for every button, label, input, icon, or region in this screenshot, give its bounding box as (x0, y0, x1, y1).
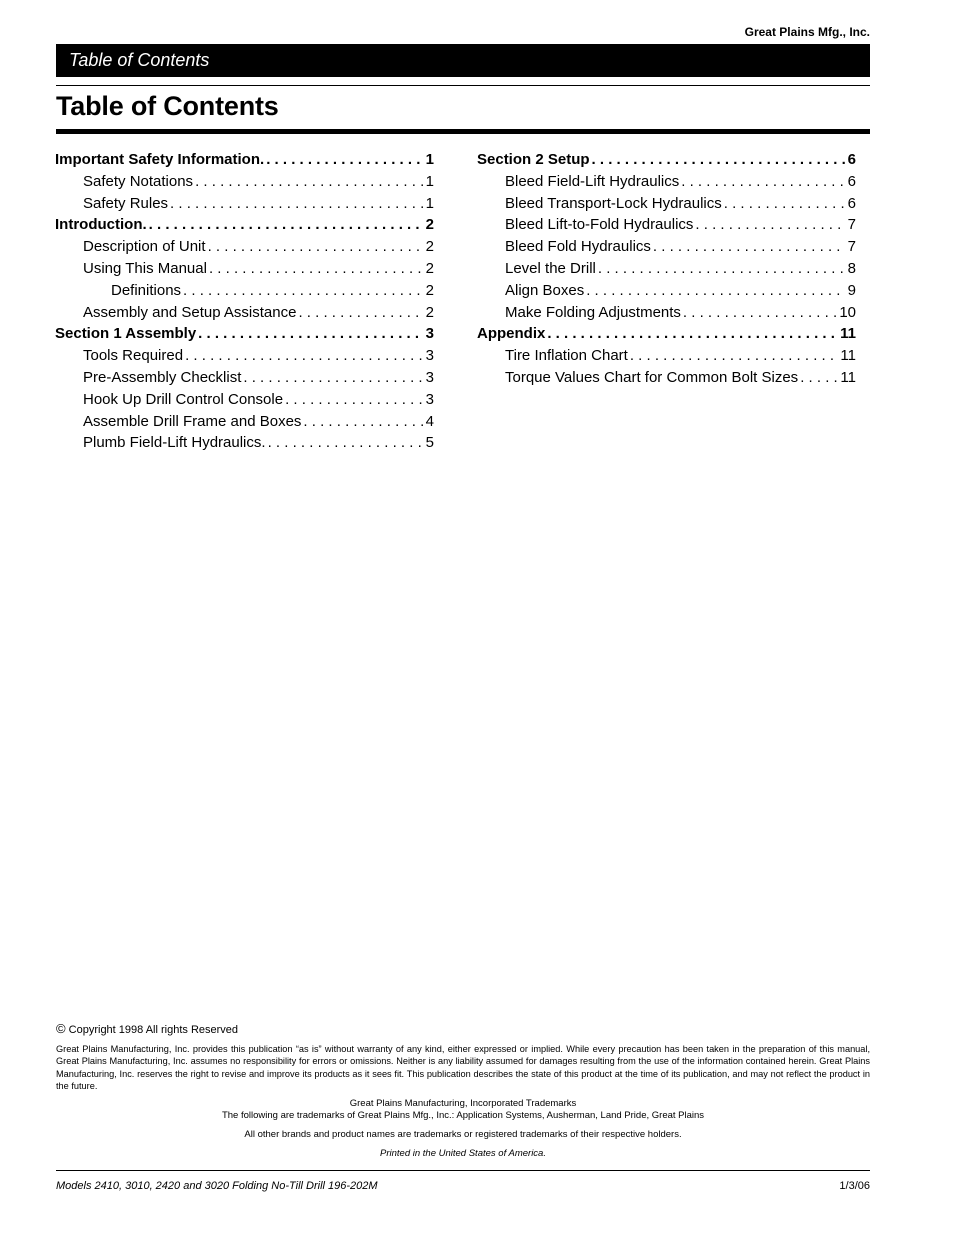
toc-entry[interactable] (477, 258, 856, 280)
footer-rule (56, 1170, 870, 1171)
dot-leader (800, 367, 838, 389)
toc-entry-page: 6 (847, 194, 856, 212)
page-title: Table of Contents (56, 91, 279, 121)
toc-entry-page: 3 (425, 368, 434, 386)
toc-entry-label: Section 1 Assembly (55, 325, 197, 343)
footer-model: Models 2410, 3010, 2420 and 3020 Folding No-Till Drill 196-202M (56, 1180, 378, 1192)
trademarks-list: The following are trademarks of Great Plains Mfg., Inc.: Application Systems, Ausherman, Land Pride, Great Plains (221, 1110, 705, 1121)
toc-column-right (477, 149, 856, 389)
dot-leader (183, 280, 424, 302)
printed-in: Printed in the United States of America. (380, 1148, 546, 1159)
dot-leader (208, 236, 424, 258)
dot-leader (681, 171, 845, 193)
company-name: Great Plains Mfg., Inc. (744, 25, 870, 39)
dot-leader (547, 323, 838, 345)
toc-entry-page: 11 (840, 325, 856, 343)
other-brands: All other brands and product names are trademarks or registered trademarks of their respective holders. (244, 1129, 682, 1140)
dot-leader (285, 389, 424, 411)
toc-entry-label: Hook Up Drill Control Console (83, 390, 284, 408)
copyright-text: Copyright 1998 All rights Reserved (68, 1024, 239, 1036)
dot-leader (198, 323, 423, 345)
toc-entry[interactable] (477, 280, 856, 302)
toc-entry-page: 4 (425, 412, 434, 430)
dot-leader (303, 411, 423, 433)
toc-entry-label: Level the Drill (505, 259, 596, 277)
toc-column-left (55, 149, 434, 454)
dot-leader (243, 367, 423, 389)
toc-entry-page: 9 (847, 281, 856, 299)
toc-entry[interactable] (55, 432, 434, 454)
dot-leader (209, 258, 424, 280)
toc-entry-label: Introduction. (55, 216, 147, 234)
toc-entry-label: Bleed Transport-Lock Hydraulics (505, 194, 722, 212)
toc-entry[interactable] (55, 323, 434, 345)
toc-entry[interactable] (55, 236, 434, 258)
toc-entry-label: Assemble Drill Frame and Boxes (83, 412, 302, 430)
banner-title: Table of Contents (69, 50, 210, 70)
toc-entry-label: Align Boxes (505, 281, 585, 299)
toc-entry-page: 2 (425, 238, 434, 256)
dot-leader (195, 171, 424, 193)
toc-entry-label: Important Safety Information. (55, 151, 265, 168)
toc-entry-page: 3 (425, 347, 434, 365)
toc-entry-page: 1 (425, 151, 434, 168)
copyright-symbol: © (56, 1021, 66, 1036)
toc-entry[interactable] (477, 323, 856, 345)
toc-entry[interactable] (55, 411, 434, 433)
toc-entry-page: 6 (847, 172, 856, 190)
toc-entry-page: 8 (847, 259, 856, 277)
toc-entry-page: 2 (425, 281, 434, 299)
toc-entry[interactable] (55, 367, 434, 389)
toc-entry-page: 7 (847, 238, 856, 256)
toc-entry-page: 11 (840, 368, 856, 386)
toc-entry-label: Pre-Assembly Checklist (83, 368, 242, 386)
title-rule (56, 129, 870, 134)
toc-entry-label: Safety Notations (83, 172, 194, 190)
toc-entry[interactable] (477, 193, 856, 215)
copyright-line (56, 1021, 238, 1036)
toc-entry-page: 7 (847, 216, 856, 234)
trademarks-title: Great Plains Manufacturing, Incorporated Trademarks (349, 1098, 577, 1109)
dot-leader (592, 149, 846, 171)
toc-entry-label: Section 2 Setup (477, 151, 590, 168)
divider (56, 85, 870, 86)
toc-entry-page: 2 (425, 303, 434, 321)
dot-leader (695, 214, 845, 236)
toc-entry-page: 5 (425, 434, 434, 452)
toc-entry[interactable] (477, 367, 856, 389)
toc-entry[interactable] (477, 214, 856, 236)
toc-entry-label: Safety Rules (83, 194, 169, 212)
dot-leader (170, 193, 424, 215)
dot-leader (683, 302, 837, 324)
disclaimer: Great Plains Manufacturing, Inc. provides this publication “as is” without warranty of any kind, either expressed or implied. While every precaution has been taken in the preparation of this manual, Great Plains Manufacturing, Inc. assumes no responsibility for errors or omissions. Neither is any liability assumed for damages resulting from the use of the information contained herein. Great Plains Manufacturing, Inc. reserves the right to revise and improve its products as it sees fit. This publication describes the state of this product at the time of its publication, and may not reflect the product in the future. (56, 1044, 870, 1091)
toc-entry-label: Appendix (477, 325, 546, 343)
dot-leader (266, 149, 423, 171)
toc-entry[interactable] (55, 214, 434, 236)
toc-entry-label: Description of Unit (83, 238, 206, 256)
toc-entry-label: Definitions (111, 281, 182, 299)
toc-entry-page: 3 (425, 390, 434, 408)
toc-entry-page: 1 (425, 172, 434, 190)
toc-entry-label: Bleed Fold Hydraulics (505, 238, 651, 256)
toc-entry-label: Make Folding Adjustments (505, 303, 681, 321)
toc-entry-page: 3 (425, 325, 434, 343)
toc-entry[interactable] (55, 193, 434, 215)
toc-entry[interactable] (55, 302, 434, 324)
toc-entry-page: 10 (839, 303, 856, 321)
dot-leader (586, 280, 845, 302)
toc-entry-page: 2 (425, 216, 434, 234)
toc-entry[interactable] (55, 258, 434, 280)
toc-entry[interactable] (477, 345, 856, 367)
dot-leader (598, 258, 846, 280)
dot-leader (268, 432, 424, 454)
toc-entry-page: 1 (425, 194, 434, 212)
toc-entry[interactable] (477, 236, 856, 258)
toc-entry[interactable] (55, 389, 434, 411)
toc-entry-page: 2 (425, 259, 434, 277)
toc-entry-label: Tire Inflation Chart (505, 347, 628, 365)
dot-leader (724, 193, 846, 215)
toc-entry-label: Assembly and Setup Assistance (83, 303, 297, 321)
toc-entry[interactable] (55, 149, 434, 171)
toc-entry[interactable] (55, 345, 434, 367)
toc-entry-label: Tools Required (83, 347, 184, 365)
section-banner (56, 44, 870, 77)
toc-entry-label: Using This Manual (83, 259, 207, 277)
toc-entry-label: Plumb Field-Lift Hydraulics. (83, 434, 266, 452)
toc-entry[interactable] (55, 280, 434, 302)
dot-leader (185, 345, 424, 367)
toc-entry[interactable] (477, 302, 856, 324)
dot-leader (149, 214, 424, 236)
toc-entry-page: 6 (847, 151, 856, 168)
toc-entry[interactable] (55, 171, 434, 193)
footer-date: 1/3/06 (839, 1180, 870, 1192)
toc-entry-label: Bleed Lift-to-Fold Hydraulics (505, 216, 694, 234)
toc-entry-page: 11 (840, 347, 856, 365)
toc-entry[interactable] (477, 171, 856, 193)
toc-entry-label: Torque Values Chart for Common Bolt Sizes (505, 368, 799, 386)
dot-leader (298, 302, 423, 324)
dot-leader (630, 345, 839, 367)
dot-leader (653, 236, 846, 258)
toc-entry-label: Bleed Field-Lift Hydraulics (505, 172, 680, 190)
toc-entry[interactable] (477, 149, 856, 171)
